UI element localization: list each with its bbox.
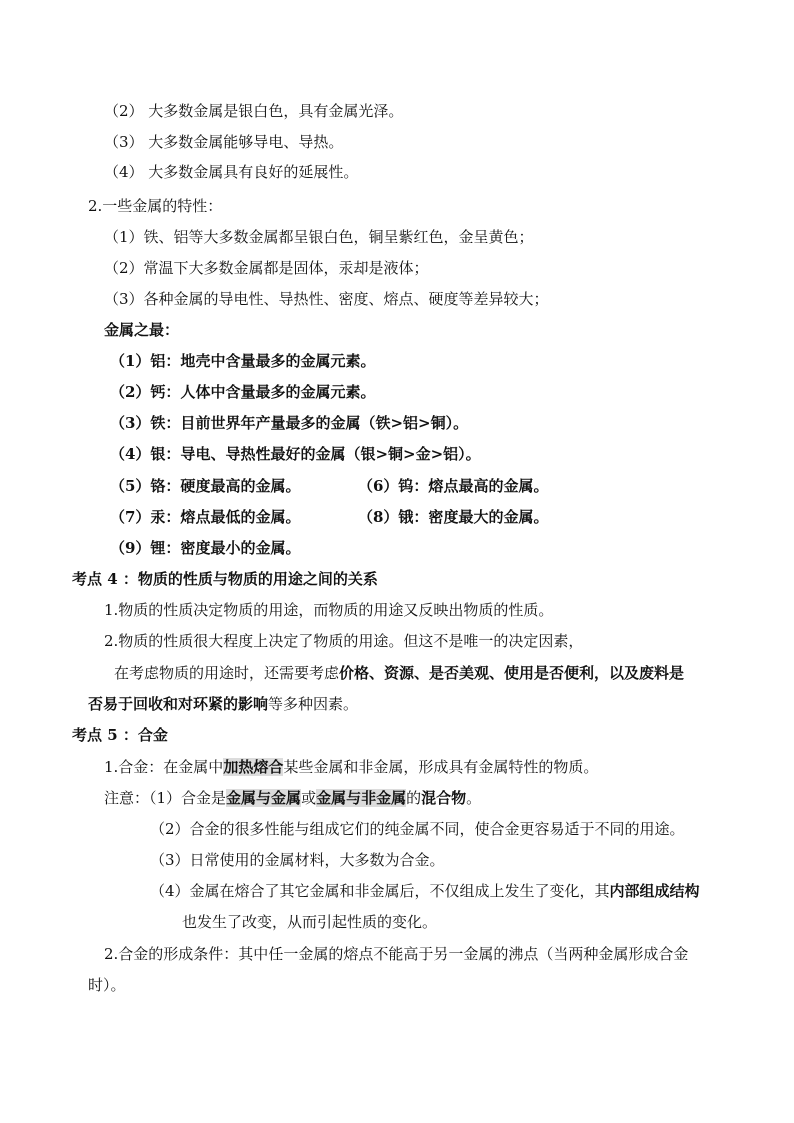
point-4-line-3-text: 在考虑物质的用途时，还需要考虑: [114, 664, 340, 682]
alloy-note-1-text-2: 或: [301, 789, 317, 807]
alloy-note-4-emphasis: 内部组成结构: [609, 882, 700, 900]
alloy-definition-text-2: 某些金属和非金属，形成具有金属特性的物质。: [283, 758, 599, 776]
point-4-line-4-text: 等多种因素。: [268, 695, 359, 713]
alloy-definition: [104, 757, 598, 777]
superlative-item-7: （7）汞：熔点最低的金属。: [110, 508, 301, 526]
superlative-item-5: （5）铬：硬度最高的金属。: [110, 477, 301, 495]
special-item-2: （2）常温下大多数金属都是固体，汞却是液体；: [104, 259, 429, 277]
superlative-item-8: （8）锇：密度最大的金属。: [358, 508, 549, 526]
alloy-note-3: （3）日常使用的金属材料，大多数为合金。: [150, 851, 445, 869]
superlatives-heading: 金属之最：: [104, 321, 180, 339]
point-5-title: 考点 5 ：合金: [72, 726, 168, 744]
alloy-note-1-text-1: 注意：（1）合金是: [104, 789, 227, 807]
superlative-item-6: （6）钨：熔点最高的金属。: [358, 477, 549, 495]
point-4-line-2: 2.物质的性质很大程度上决定了物质的用途。但这不是唯一的决定因素，: [104, 632, 584, 650]
alloy-note-1-highlight-2: 金属与非金属: [316, 789, 407, 807]
point-4-line-3: [114, 663, 684, 683]
special-item-3: （3）各种金属的导电性、导热性、密度、熔点、硬度等差异较大；: [104, 290, 549, 308]
alloy-note-4-continued: 也发生了改变，从而引起性质的变化。: [182, 913, 438, 931]
point-4-line-4-emphasis: 否易于回收和对环紧的影响: [88, 695, 269, 713]
alloy-note-1-text-4: 。: [466, 789, 482, 807]
alloy-formation-condition-continued: 时）。: [88, 976, 126, 994]
property-item-3: （3） 大多数金属能够导电、导热。: [104, 133, 344, 151]
alloy-note-1-highlight-1: 金属与金属: [226, 789, 302, 807]
special-item-1: （1）铁、铝等大多数金属都呈银白色，铜呈紫红色，金呈黄色；: [104, 228, 534, 246]
alloy-note-4: [150, 881, 700, 901]
point-4-title: 考点 4 ：物质的性质与物质的用途之间的关系: [72, 570, 378, 588]
special-properties-heading: 2.一些金属的特性：: [88, 197, 223, 215]
superlative-item-3: （3）铁：目前世界年产量最多的金属（铁>铝>铜）。: [110, 414, 469, 432]
property-item-4: （4） 大多数金属具有良好的延展性。: [104, 163, 359, 181]
alloy-note-2: （2）合金的很多性能与组成它们的纯金属不同，使合金更容易适于不同的用途。: [150, 820, 685, 838]
alloy-note-1-emphasis: 混合物: [421, 789, 467, 807]
point-4-line-1: 1.物质的性质决定物质的用途，而物质的用途又反映出物质的性质。: [104, 601, 554, 619]
superlative-item-2: （2）钙：人体中含量最多的金属元素。: [110, 383, 376, 401]
superlative-item-4: （4）银：导电、导热性最好的金属（银>铜>金>铝）。: [110, 445, 481, 463]
alloy-note-4-text: （4）金属在熔合了其它金属和非金属后，不仅组成上发生了变化，其: [150, 882, 610, 900]
alloy-note-1-text-3: 的: [406, 789, 422, 807]
alloy-note-1: [104, 788, 481, 808]
point-4-line-4: [88, 694, 358, 714]
superlative-item-9: （9）锂：密度最小的金属。: [110, 539, 301, 557]
superlative-item-1: （1）铝：地壳中含量最多的金属元素。: [110, 352, 376, 370]
alloy-definition-highlight: 加热熔合: [223, 758, 284, 776]
property-item-2: （2） 大多数金属是银白色，具有金属光泽。: [104, 102, 404, 120]
alloy-definition-text-1: 1.合金：在金属中: [104, 758, 224, 776]
alloy-formation-condition: 2.合金的形成条件：其中任一金属的熔点不能高于另一金属的沸点（当两种金属形成合金: [104, 945, 689, 963]
point-4-line-3-emphasis: 价格、资源、是否美观、使用是否便利，以及废料是: [339, 664, 685, 682]
